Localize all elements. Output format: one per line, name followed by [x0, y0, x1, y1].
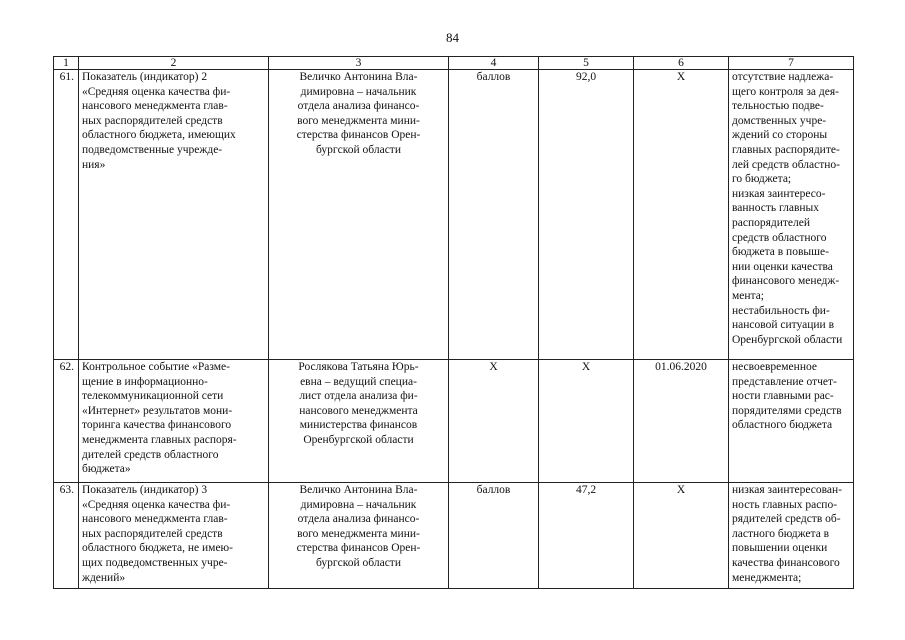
date-cell: Х [634, 483, 729, 589]
indicator-cell-line: телекоммуникационной сети [82, 390, 224, 403]
plan-table [53, 56, 854, 589]
responsible-cell [269, 70, 449, 360]
risks-cell-line: го бюджета; [732, 173, 792, 186]
responsible-cell-line: Величко Антонина Вла- [299, 484, 418, 496]
risks-cell-line: ванность главных [732, 202, 820, 215]
risks-cell-line: Оренбургской области [732, 333, 843, 346]
indicator-cell-line: щение в информационно- [82, 375, 208, 388]
responsible-cell-line: димировна – начальник [300, 85, 417, 98]
risks-cell-line: щего контроля за дея- [732, 85, 839, 98]
risks-cell [729, 483, 854, 589]
responsible-cell [269, 483, 449, 589]
column-number: 6 [634, 57, 729, 70]
risks-cell-line: ластного бюджета в [732, 527, 830, 540]
responsible-cell-line: Величко Антонина Вла- [299, 71, 418, 83]
risks-cell-line: главных распорядите- [732, 143, 840, 156]
risks-cell-line: отсутствие надлежа- [732, 71, 834, 83]
risks-cell-line: повышении оценки [732, 542, 828, 555]
responsible-cell-line: лист отдела анализа фи- [299, 390, 418, 403]
responsible-cell-line: отдела анализа финансо- [297, 513, 420, 526]
responsible-cell-line: евна – ведущий специа- [300, 375, 417, 388]
row-number: 63. [54, 483, 79, 589]
table-row [54, 483, 854, 589]
risks-cell-line: ности главными рас- [732, 390, 834, 403]
value-cell: 47,2 [539, 483, 634, 589]
risks-cell-line: представление отчет- [732, 375, 837, 388]
table-row [54, 360, 854, 483]
value-cell: Х [539, 360, 634, 483]
column-number: 1 [54, 57, 79, 70]
column-number: 5 [539, 57, 634, 70]
unit-cell: баллов [449, 70, 539, 360]
responsible-cell-line: стерства финансов Орен- [296, 129, 421, 142]
risks-cell-line: домственных учре- [732, 114, 827, 127]
indicator-cell-line: дителей средств областного [82, 448, 219, 461]
responsible-cell [269, 360, 449, 483]
date-cell: 01.06.2020 [634, 360, 729, 483]
indicator-cell-line: «Интернет» результатов мони- [82, 404, 233, 417]
indicator-cell [79, 70, 269, 360]
indicator-cell-line: подведомственные учрежде- [82, 143, 223, 156]
indicator-cell-line: ных распорядителей средств [82, 114, 223, 127]
column-number: 4 [449, 57, 539, 70]
unit-cell: Х [449, 360, 539, 483]
indicator-cell-line: торинга качества финансового [82, 419, 232, 432]
risks-cell-line: областного бюджета [732, 419, 833, 432]
indicator-cell-line: щих подведомственных учре- [82, 556, 228, 569]
risks-cell-line: ность главных распо- [732, 498, 838, 511]
indicator-cell-line: «Средняя оценка качества фи- [82, 85, 231, 98]
unit-cell: баллов [449, 483, 539, 589]
responsible-cell-line: бургской области [316, 143, 401, 156]
indicator-cell [79, 483, 269, 589]
risks-cell-line: низкая заинтересован- [732, 484, 842, 496]
responsible-cell-line: нансового менеджмента [299, 404, 418, 417]
row-number: 62. [54, 360, 79, 483]
indicator-cell-line: «Средняя оценка качества фи- [82, 498, 231, 511]
risks-cell-line: лей средств областно- [732, 158, 840, 171]
indicator-cell-line: областного бюджета, имеющих [82, 129, 236, 142]
responsible-cell-line: министерства финансов [299, 419, 418, 432]
risks-cell-line: порядителями средств [732, 404, 842, 417]
risks-cell-line: распорядителей [732, 216, 811, 229]
value-cell: 92,0 [539, 70, 634, 360]
risks-cell [729, 360, 854, 483]
page-number: 84 [446, 30, 459, 45]
table-body [54, 70, 854, 589]
risks-cell-line: качества финансового [732, 556, 840, 569]
responsible-cell-line: Оренбургской области [303, 433, 414, 446]
responsible-cell-line: вого менеджмента мини- [297, 114, 420, 127]
risks-cell-line: финансового менедж- [732, 275, 840, 288]
risks-cell [729, 70, 854, 360]
indicator-cell-line: менеджмента главных распоря- [82, 433, 237, 446]
responsible-cell-line: стерства финансов Орен- [296, 542, 421, 555]
risks-cell-line: рядителей средств об- [732, 513, 841, 526]
responsible-cell-line: вого менеджмента мини- [297, 527, 420, 540]
risks-cell-line: средств областного [732, 231, 827, 244]
row-number: 61. [54, 70, 79, 360]
column-number: 2 [79, 57, 269, 70]
risks-cell-line: мента; [732, 289, 765, 302]
indicator-cell-line: бюджета» [82, 463, 131, 476]
indicator-cell-line: Показатель (индикатор) 3 [82, 484, 208, 496]
indicator-cell-line: ния» [82, 158, 106, 171]
date-cell: Х [634, 70, 729, 360]
responsible-cell-line: Рослякова Татьяна Юрь- [298, 361, 419, 373]
risks-cell-line: нестабильность фи- [732, 304, 830, 317]
risks-cell-line: ждений со стороны [732, 129, 828, 142]
risks-cell-line: несвоевременное [732, 361, 817, 373]
risks-cell-line: тельностью подве- [732, 100, 824, 113]
indicator-cell-line: ждений» [82, 571, 126, 584]
column-number: 7 [729, 57, 854, 70]
indicator-cell-line: Контрольное событие «Разме- [82, 361, 230, 373]
risks-cell-line: менеджмента; [732, 571, 802, 584]
indicator-cell-line: нансового менеджмента глав- [82, 513, 228, 526]
table-row [54, 70, 854, 360]
risks-cell-line: нии оценки качества [732, 260, 833, 273]
risks-cell-line: бюджета в повыше- [732, 246, 829, 259]
responsible-cell-line: отдела анализа финансо- [297, 100, 420, 113]
indicator-cell-line: ных распорядителей средств [82, 527, 223, 540]
risks-cell-line: нансовой ситуации в [732, 319, 835, 332]
column-number-row [54, 57, 854, 70]
indicator-cell-line: Показатель (индикатор) 2 [82, 71, 208, 83]
column-number: 3 [269, 57, 449, 70]
indicator-cell-line: нансового менеджмента глав- [82, 100, 228, 113]
indicator-cell-line: областного бюджета, не имею- [82, 542, 233, 555]
responsible-cell-line: бургской области [316, 556, 401, 569]
indicator-cell [79, 360, 269, 483]
responsible-cell-line: димировна – начальник [300, 498, 417, 511]
risks-cell-line: низкая заинтересо- [732, 187, 826, 200]
